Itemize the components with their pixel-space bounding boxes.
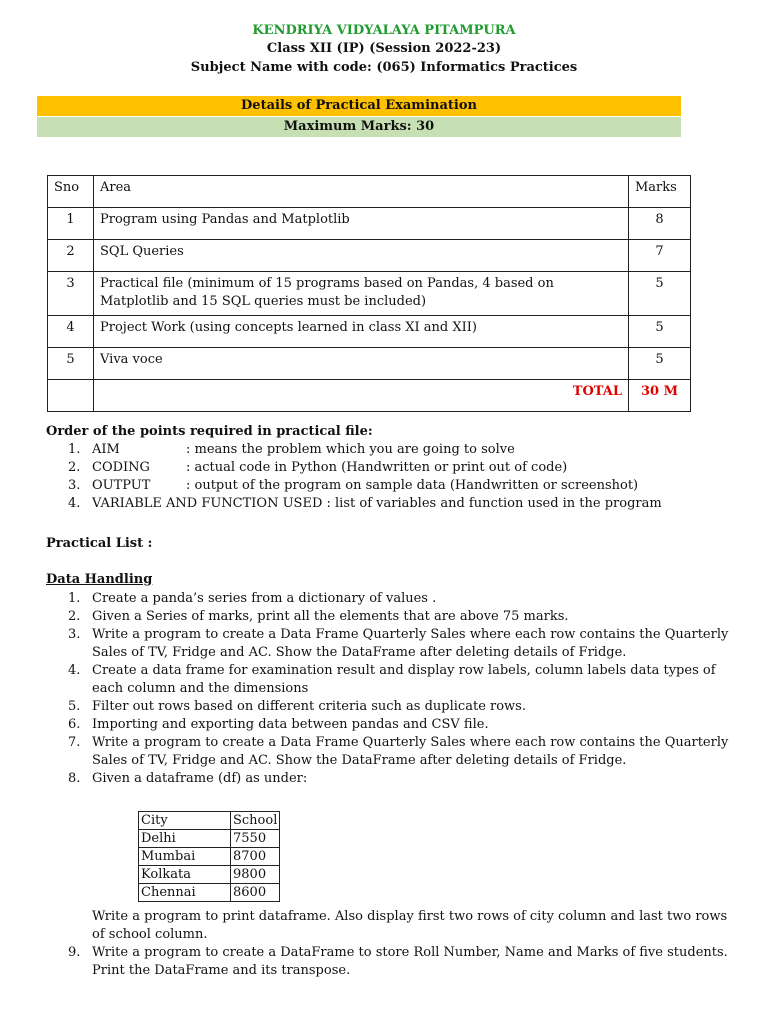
cell-city: Kolkata (139, 866, 231, 884)
item8-followup-text: Write a program to print dataframe. Also display first two rows of city column and last two rows of school column. (92, 909, 728, 942)
header-marks: Marks (629, 176, 691, 208)
row-area: Viva voce (94, 348, 629, 380)
cell-city: Delhi (139, 830, 231, 848)
order-list (46, 441, 736, 513)
row-sno: 4 (48, 316, 94, 348)
item-text: Write a program to create a DataFrame to store Roll Number, Name and Marks of five students. Print the DataFrame and its transpose. (92, 945, 728, 978)
item-number: 5. (68, 699, 81, 714)
item-number: 9. (68, 945, 81, 960)
list-item (46, 441, 736, 459)
row-area: Practical file (minimum of 15 programs based on Pandas, 4 based on Matplotlib and 15 SQL queries must be included) (94, 272, 629, 316)
item-text: Given a Series of marks, print all the elements that are above 75 marks. (92, 609, 569, 624)
table-row (139, 866, 280, 884)
item-number: 1. (68, 442, 81, 457)
row-marks: 5 (629, 316, 691, 348)
list-item (46, 590, 736, 608)
row-sno: 1 (48, 208, 94, 240)
list-item (46, 459, 736, 477)
list-item (46, 477, 736, 495)
data-handling-heading: Data Handling (46, 572, 153, 587)
practical-list (46, 590, 736, 788)
table-row (48, 348, 691, 380)
item-number: 4. (68, 663, 81, 678)
list-item (46, 698, 736, 716)
item-text: Create a panda’s series from a dictionary of values . (92, 591, 437, 606)
row-area: Program using Pandas and Matplotlib (94, 208, 629, 240)
item-number: 2. (68, 609, 81, 624)
header-area: Area (94, 176, 629, 208)
list-item (46, 716, 736, 734)
table-row (48, 316, 691, 348)
row-area: Project Work (using concepts learned in class XI and XII) (94, 316, 629, 348)
subject-line: Subject Name with code: (065) Informatics Practices (190, 60, 578, 75)
practical-list-continued (46, 944, 736, 980)
header-city: City (139, 812, 231, 830)
exam-details-band: Details of Practical Examination (37, 96, 681, 116)
row-marks: 5 (629, 348, 691, 380)
table-header-row (48, 176, 691, 208)
cell-city: Chennai (139, 884, 231, 902)
item-number: 7. (68, 735, 81, 750)
item-term: OUTPUT (92, 478, 151, 493)
item-desc: VARIABLE AND FUNCTION USED : list of variables and function used in the program (92, 496, 662, 511)
item-text: Write a program to create a Data Frame Quarterly Sales where each row contains the Quarterly Sales of TV, Fridge and AC. Show the DataFrame after deleting details of Fridge. (92, 735, 729, 768)
item-number: 6. (68, 717, 81, 732)
max-marks-band: Maximum Marks: 30 (37, 117, 681, 137)
item-text: Write a program to create a Data Frame Quarterly Sales where each row contains the Quarterly Sales of TV, Fridge and AC. Show the DataFrame after deleting details of Fridge. (92, 627, 729, 660)
total-label: TOTAL (94, 380, 629, 412)
school-name: KENDRIYA VIDYALAYA PITAMPURA (252, 23, 516, 38)
total-row (48, 380, 691, 412)
list-item (46, 770, 736, 788)
list-item (46, 626, 736, 662)
row-marks: 5 (629, 272, 691, 316)
item-desc: : output of the program on sample data (Handwritten or screenshot) (186, 478, 639, 493)
item-desc: : actual code in Python (Handwritten or print out of code) (186, 460, 568, 475)
total-empty-cell (48, 380, 94, 412)
item-number: 4. (68, 496, 81, 511)
item-number: 3. (68, 478, 81, 493)
item-text: Create a data frame for examination result and display row labels, column labels data types of each column and the dimensions (92, 663, 716, 696)
class-line: Class XII (IP) (Session 2022-23) (266, 41, 502, 56)
cell-school: 8600 (231, 884, 280, 902)
item-number: 8. (68, 771, 81, 786)
cell-school: 9800 (231, 866, 280, 884)
marks-table (47, 175, 691, 412)
list-item (46, 734, 736, 770)
total-value: 30 M (629, 380, 691, 412)
list-item (46, 608, 736, 626)
cell-school: 7550 (231, 830, 280, 848)
row-sno: 2 (48, 240, 94, 272)
item-text: Filter out rows based on different criteria such as duplicate rows. (92, 699, 526, 714)
list-item (46, 662, 736, 698)
list-item (46, 495, 736, 513)
table-row (139, 884, 280, 902)
item-number: 3. (68, 627, 81, 642)
table-row (139, 830, 280, 848)
item-number: 2. (68, 460, 81, 475)
cell-school: 8700 (231, 848, 280, 866)
table-row (48, 240, 691, 272)
item-text: Given a dataframe (df) as under: (92, 771, 308, 786)
item-text: Importing and exporting data between pandas and CSV file. (92, 717, 489, 732)
row-sno: 5 (48, 348, 94, 380)
row-area: SQL Queries (94, 240, 629, 272)
header-sno: Sno (48, 176, 94, 208)
item-term: AIM (92, 442, 120, 457)
table-row (48, 208, 691, 240)
table-header-row (139, 812, 280, 830)
cell-city: Mumbai (139, 848, 231, 866)
row-sno: 3 (48, 272, 94, 316)
order-heading: Order of the points required in practical file: (46, 424, 373, 439)
table-row (48, 272, 691, 316)
item-number: 1. (68, 591, 81, 606)
list-item (46, 944, 736, 980)
item-term: CODING (92, 460, 150, 475)
table-row (139, 848, 280, 866)
header-school: School (231, 812, 280, 830)
item-desc: : means the problem which you are going to solve (186, 442, 515, 457)
practical-list-heading: Practical List : (46, 536, 153, 551)
row-marks: 7 (629, 240, 691, 272)
city-school-table (138, 811, 280, 902)
row-marks: 8 (629, 208, 691, 240)
